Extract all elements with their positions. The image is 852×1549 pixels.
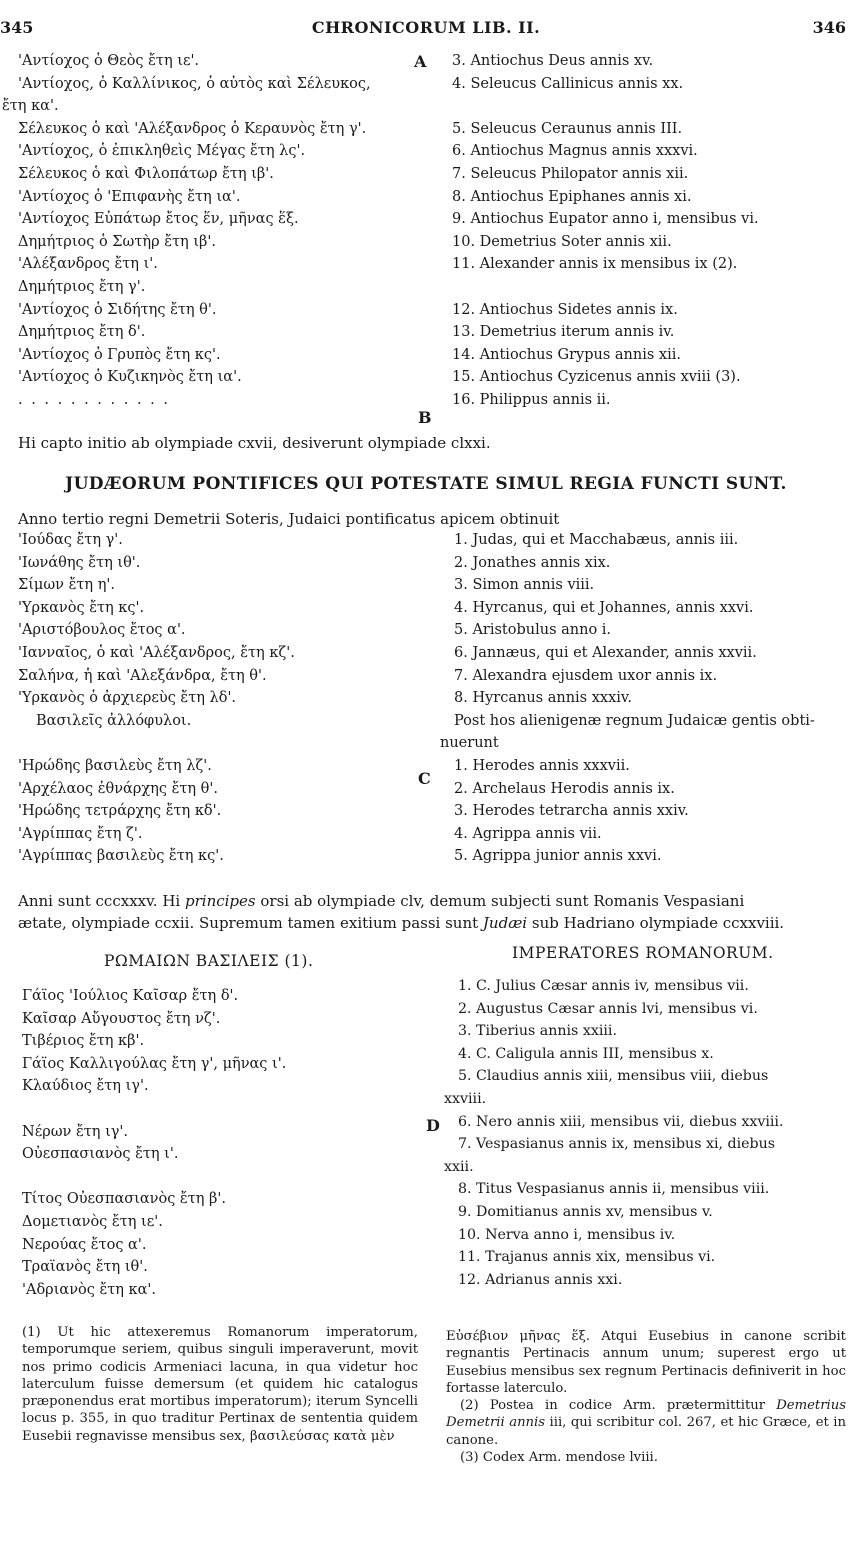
closing-text: Anni sunt cccxxxv. Hi [18, 892, 185, 910]
latin-entry: 2. Augustus Cæsar annis lvi, mensibus vi. [458, 1000, 758, 1017]
latin-entry: 15. Antiochus Cyzicenus annis xviii (3). [452, 369, 741, 386]
latin-entry: 4. Seleucus Callinicus annis xx. [452, 75, 684, 92]
greek-entry: 'Υρκανὸς ἔτη κς'. [18, 599, 145, 616]
page-number-left: 345 [0, 18, 34, 37]
latin-entry: 10. Demetrius Soter annis xii. [452, 233, 672, 250]
greek-entry: Τιβέριος ἔτη κβ'. [22, 1033, 145, 1050]
latin-entry: 14. Antiochus Grypus annis xii. [452, 346, 681, 363]
latin-entry: 9. Domitianus annis xv, mensibus v. [458, 1203, 713, 1220]
greek-entry: 'Αριστόβουλος ἔτος α'. [18, 622, 186, 639]
latin-entry: 11. Trajanus annis xix, mensibus vi. [458, 1249, 716, 1266]
margin-marker-b: B [418, 408, 432, 427]
latin-entry: 3. Simon annis viii. [454, 577, 595, 594]
latin-entry: 8. Titus Vespasianus annis ii, mensibus viii. [458, 1181, 770, 1198]
footnote-1: (1) Ut hic attexeremus Romanorum imperatorum, temporumque seriem, quibus singuli imperaverunt, movit nos primo codicis Armeniaci lacuna, in qua videtur hoc laterculum fuisse demersum (et quidem hic catalogus præponendus erat mortibus imperatorum); iterum Syncelli locus p. 355, in quo traditur Pertinax de sententia quidem Eusebii regnavisse mensibus sex, βασιλεύσας κατὰ μὲν [22, 1325, 418, 1444]
latin-entry: 3. Tiberius annis xxiii. [458, 1023, 617, 1040]
spacer-row [22, 1098, 286, 1121]
footnote-left [22, 1324, 418, 1445]
margin-marker-c: C [418, 769, 431, 788]
section-title-greek-romans: ΡΩΜΑΙΩΝ ΒΑΣΙΛΕΙΣ (1). [104, 952, 314, 970]
judaea-intro: Anno tertio regni Demetrii Soteris, Judaici pontificatus apicem obtinuit [18, 510, 560, 528]
spacer-row [452, 276, 759, 299]
greek-entry: Δομετιανὸς ἔτη ιε'. [22, 1213, 163, 1230]
judaea-closing-line-1 [18, 890, 848, 912]
romans-latin-list [444, 975, 783, 1291]
latin-entry: 2. Archelaus Herodis annis ix. [454, 780, 675, 797]
latin-entry: 2. Jonathes annis xix. [454, 554, 611, 571]
latin-entry: 1. Judas, qui et Macchabæus, annis iii. [454, 532, 739, 548]
footnote-2 [446, 1397, 846, 1449]
footnote-italic: Demetrius Demetrii annis [446, 1398, 846, 1431]
greek-entry: 'Αντίοχος ὁ Σιδήτης ἔτη θ'. [18, 301, 217, 318]
spacer-row [452, 95, 759, 118]
greek-entry: 'Αρχέλαος ἐθνάρχης ἔτη θ'. [18, 780, 218, 797]
seleucids-latin-list [452, 50, 759, 412]
footnote-text: (2) Postea in codice Arm. prætermittitur [460, 1398, 777, 1414]
footnote-text: iii, qui scribitur col. 267, et hic Græce, et in canone. [446, 1415, 846, 1448]
greek-entry: Νέρων ἔτη ιγ'. [22, 1123, 129, 1140]
greek-entry: Κλαύδιος ἔτη ιγ'. [22, 1078, 149, 1095]
greek-entry: 'Αλέξανδρος ἔτη ι'. [18, 256, 158, 273]
judaea-closing-line-2 [18, 912, 848, 934]
greek-entry: 'Αδριανὸς ἔτη κα'. [22, 1281, 157, 1298]
greek-entry: 'Υρκανὸς ὁ ἀρχιερεὺς ἔτη λδ'. [18, 690, 237, 707]
greek-entry: Δημήτριος ὁ Σωτὴρ ἔτη ιβ'. [18, 233, 216, 250]
greek-entry: 'Ιανναῖος, ὁ καὶ 'Αλέξανδρος, ἔτη κζ'. [18, 644, 295, 661]
latin-entry: 7. Seleucus Philopator annis xii. [452, 165, 689, 182]
latin-entry-continued: xxii. [444, 1158, 474, 1175]
footnote-1-continued: Εὐσέβιον μῆνας ἕξ. Atqui Eusebius in canone scribit regnantis Pertinacis annum unum; superest ergo ut Eusebius mensibus sex regnum Pertinacis definiverit in hoc fortasse laterculo. [446, 1329, 846, 1396]
latin-entry: 3. Herodes tetrarcha annis xxiv. [454, 803, 689, 820]
latin-entry: 6. Antiochus Magnus annis xxxvi. [452, 143, 698, 160]
greek-entry: 'Αγρίππας ἔτη ζ'. [18, 825, 143, 842]
greek-entry: 'Αντίοχος ὁ 'Επιφανὴς ἔτη ια'. [18, 188, 241, 205]
latin-entry: 7. Vespasianus annis ix, mensibus xi, diebus [458, 1136, 776, 1153]
greek-entry: 'Αντίοχος ὁ Κυζικηνὸς ἔτη ια'. [18, 369, 242, 386]
latin-entry: 8. Hyrcanus annis xxxiv. [454, 690, 632, 707]
greek-entry: Σίμων ἔτη η'. [18, 577, 115, 594]
greek-entry: 'Αντίοχος ὁ Γρυπὸς ἔτη κς'. [18, 346, 221, 363]
greek-entry: 'Αντίοχος, ὁ ἐπικληθεὶς Μέγας ἔτη λς'. [18, 143, 306, 160]
footnote-3: (3) Codex Arm. mendose lviii. [460, 1450, 658, 1466]
greek-entry: ἔτη κα'. [2, 98, 59, 115]
greek-entry: Τραϊανὸς ἔτη ιθ'. [22, 1259, 148, 1276]
section-title-judaea: JUDÆORUM PONTIFICES QUI POTESTATE SIMUL REGIA FUNCTI SUNT. [65, 474, 787, 494]
judaea-latin-list [440, 529, 815, 868]
closing-italic: Judæi [482, 914, 528, 932]
latin-entry: 1. Herodes annis xxxvii. [454, 757, 630, 774]
latin-entry: 4. C. Caligula annis III, mensibus x. [458, 1045, 714, 1062]
judaea-greek-list [18, 529, 295, 868]
latin-entry: 9. Antiochus Eupator anno i, mensibus vi. [452, 211, 759, 228]
latin-entry: 10. Nerva anno i, mensibus iv. [458, 1226, 676, 1243]
closing-italic: principes [185, 892, 256, 910]
seleucids-closing: Hi capto initio ab olympiade cxvii, desiverunt olympiade clxxi. [18, 434, 491, 452]
greek-entry: Σέλευκος ὁ καὶ 'Αλέξανδρος ὁ Κεραυνὸς ἔτη γ'. [18, 120, 367, 137]
latin-entry: 4. Hyrcanus, qui et Johannes, annis xxvi. [454, 599, 754, 616]
greek-entry: Γάϊος Καλλιγούλας ἔτη γ', μῆνας ι'. [22, 1055, 287, 1072]
greek-entry: Νερούας ἔτος α'. [22, 1236, 147, 1253]
latin-entry: 13. Demetrius iterum annis iv. [452, 324, 675, 341]
greek-entry: Σέλευκος ὁ καὶ Φιλοπάτωρ ἔτη ιβ'. [18, 165, 274, 182]
latin-entry: 5. Aristobulus anno i. [454, 622, 612, 639]
greek-entry: Σαλήνα, ἡ καὶ 'Αλεξάνδρα, ἔτη θ'. [18, 667, 267, 684]
latin-entry: 4. Agrippa annis vii. [454, 825, 602, 842]
spacer-row [18, 732, 295, 755]
greek-entry: Γάϊος 'Ιούλιος Καῖσαρ ἔτη δ'. [22, 988, 239, 1004]
greek-entry: Δημήτριος ἔτη γ'. [18, 278, 146, 295]
closing-text: sub Hadriano olympiade ccxxviii. [527, 914, 785, 932]
greek-entry: Καῖσαρ Αὔγουστος ἔτη νζ'. [22, 1010, 221, 1027]
seleucids-greek-list [2, 50, 371, 412]
running-header [0, 18, 852, 42]
latin-entry: 11. Alexander annis ix mensibus ix (2). [452, 256, 738, 273]
romans-greek-list [22, 985, 286, 1301]
latin-entry: 5. Claudius annis xiii, mensibus viii, diebus [458, 1068, 769, 1085]
closing-text: ætate, olympiade ccxii. Supremum tamen exitium passi sunt [18, 914, 483, 932]
latin-entry: 5. Seleucus Ceraunus annis III. [452, 120, 683, 137]
greek-entry: 'Αντίοχος Εὐπάτωρ ἔτος ἕν, μῆνας ἕξ. [18, 211, 299, 228]
footnote-right [446, 1328, 846, 1466]
greek-subheading: Βασιλεῖς ἀλλόφυλοι. [36, 712, 192, 729]
running-title: CHRONICORUM LIB. II. [311, 18, 541, 37]
latin-entry: 7. Alexandra ejusdem uxor annis ix. [454, 667, 718, 684]
latin-entry: 12. Adrianus annis xxi. [458, 1271, 623, 1288]
latin-entry: 8. Antiochus Epiphanes annis xi. [452, 188, 692, 205]
latin-entry: 12. Antiochus Sidetes annis ix. [452, 301, 678, 318]
greek-entry: Οὐεσπασιανὸς ἔτη ι'. [22, 1146, 179, 1163]
greek-entry: 'Ιωνάθης ἔτη ιθ'. [18, 554, 141, 571]
greek-entry: 'Ηρώδης τετράρχης ἔτη κδ'. [18, 803, 222, 820]
latin-entry: 16. Philippus annis ii. [452, 391, 611, 408]
greek-entry: 'Ιούδας ἔτη γ'. [18, 532, 123, 548]
latin-entry: 5. Agrippa junior annis xxvi. [454, 848, 662, 865]
margin-marker-d: D [426, 1116, 440, 1135]
latin-entry: 6. Jannæus, qui et Alexander, annis xxvii. [454, 644, 757, 661]
margin-marker-a: A [414, 52, 427, 71]
closing-text: orsi ab olympiade clv, demum subjecti sunt Romanis Vespasiani [255, 892, 745, 910]
latin-note: Post hos alienigenæ regnum Judaicæ gentis obti- [454, 712, 815, 729]
page-number-right: 346 [812, 18, 846, 37]
ellipsis-row: . . . . . . . . . . . . [18, 391, 171, 408]
latin-note-continued: nuerunt [440, 735, 499, 752]
greek-entry: 'Αγρίππας βασιλεὺς ἔτη κς'. [18, 848, 224, 865]
greek-entry: 'Αντίοχος ὁ Θεὸς ἔτη ιε'. [18, 53, 200, 69]
latin-entry: 3. Antiochus Deus annis xv. [452, 53, 654, 69]
latin-entry: 1. C. Julius Cæsar annis iv, mensibus vii. [458, 978, 749, 994]
greek-entry: Δημήτριος ἔτη δ'. [18, 324, 146, 341]
judaea-closing [18, 890, 848, 934]
spacer-row [22, 1166, 286, 1189]
greek-entry: 'Αντίοχος, ὁ Καλλίνικος, ὁ αὐτὸς καὶ Σέλευκος, [18, 75, 371, 92]
greek-entry: Τίτος Οὐεσπασιανὸς ἔτη β'. [22, 1191, 226, 1208]
latin-entry: 6. Nero annis xiii, mensibus vii, diebus xxviii. [458, 1113, 784, 1130]
latin-entry-continued: xxviii. [444, 1090, 487, 1107]
section-title-latin-romans: IMPERATORES ROMANORUM. [512, 944, 774, 962]
greek-entry: 'Ηρώδης βασιλεὺς ἔτη λζ'. [18, 757, 212, 774]
